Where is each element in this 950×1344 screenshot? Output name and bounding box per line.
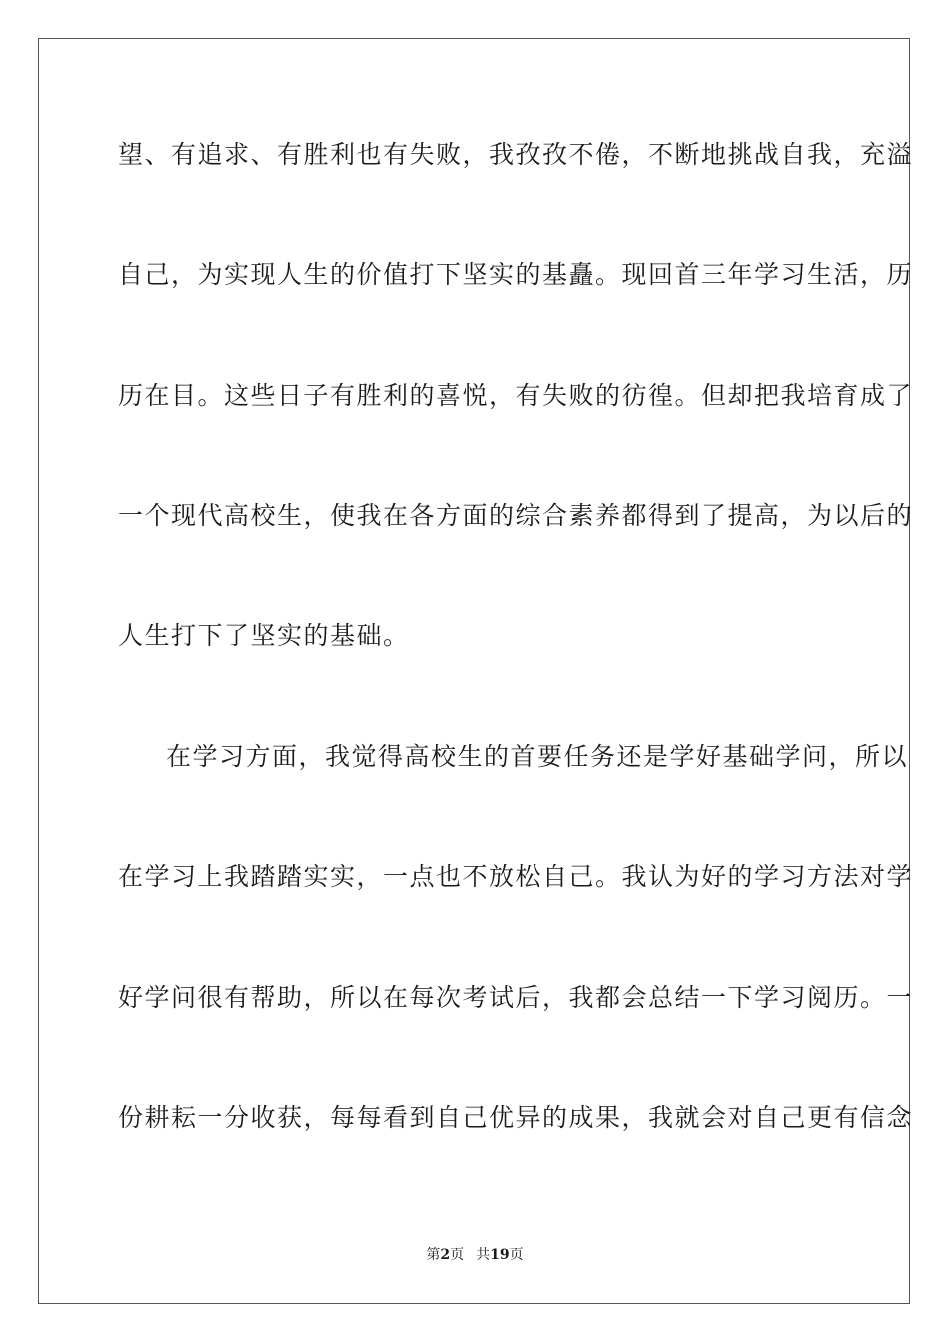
paragraph-first-line: 在学习方面，我觉得高校生的首要任务还是学好基础学问，所以: [166, 742, 909, 771]
body-text-line: 好学问很有帮助，所以在每次考试后，我都会总结一下学习阅历。一: [118, 983, 914, 1012]
page-number: 2: [440, 1247, 451, 1263]
total-pages: 19: [490, 1247, 510, 1263]
page-footer: [0, 1246, 950, 1264]
body-text-line: 在学习上我踏踏实实，一点也不放松自己。我认为好的学习方法对学: [118, 862, 914, 891]
total-suffix: 页: [509, 1247, 524, 1263]
body-text-line: 人生打下了坚实的基础。: [118, 621, 410, 650]
body-text-line: 份耕耘一分收获，每每看到自己优异的成果，我就会对自己更有信念: [118, 1103, 914, 1132]
body-text-line: 历在目。这些日子有胜利的喜悦，有失败的彷徨。但却把我培育成了: [118, 381, 914, 410]
page-prefix: 第: [426, 1247, 441, 1263]
page-suffix: 页: [450, 1247, 465, 1263]
body-text-line: 自己，为实现人生的价值打下坚实的基矗。现回首三年学习生活，历: [118, 260, 914, 289]
body-text-line: 一个现代高校生，使我在各方面的综合素养都得到了提高，为以后的: [118, 501, 914, 530]
total-prefix: 共: [476, 1247, 491, 1263]
body-text-line: 望、有追求、有胜利也有失败，我孜孜不倦，不断地挑战自我，充溢: [118, 140, 914, 169]
